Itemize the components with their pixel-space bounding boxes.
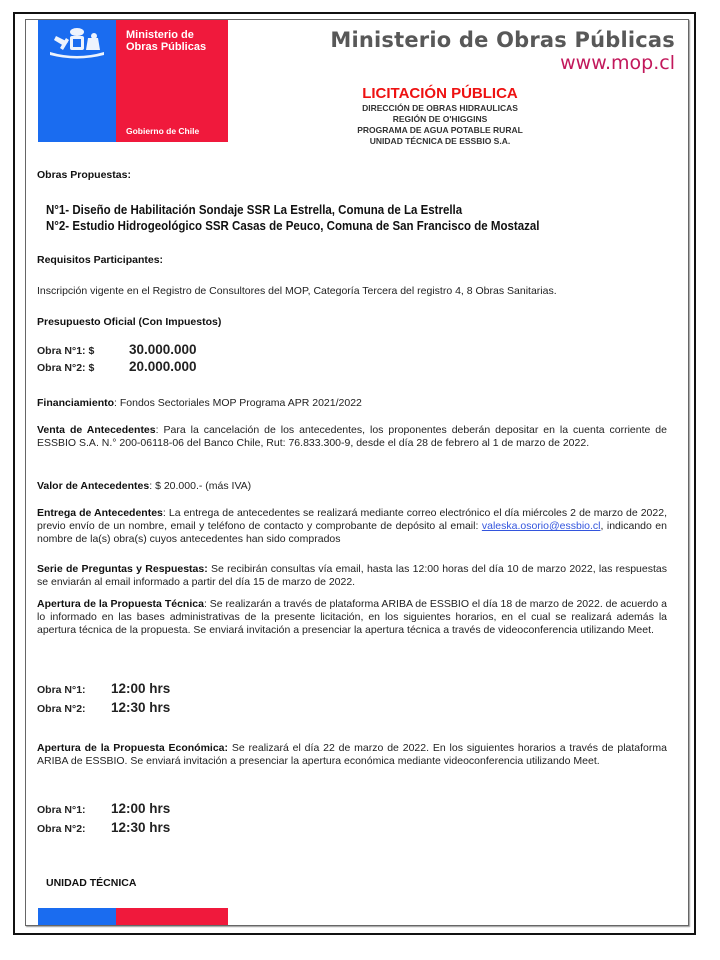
requisitos-heading: Requisitos Participantes: [37,254,164,266]
time-label: Obra N°2: [37,703,86,715]
financiamiento-label: Financiamiento [37,397,115,409]
footer-signature-block [46,877,676,890]
entrega-section [37,507,667,546]
tecnica-section [37,598,667,637]
footer-flag-bar [38,908,228,925]
preguntas-text: Se recibirán consultas vía email, hasta las 12:00 horas del día 10 de marzo 2022, las respuestas se enviarán al email informado a partir del día 15 de marzo de 2022. [37,563,667,588]
entrega-label: Entrega de Antecedentes [37,507,163,519]
licitacion-line: DIRECCIÓN DE OBRAS HIDRAULICAS [362,103,518,113]
chile-coat-of-arms-icon [46,26,108,60]
tecnica-time-row [37,699,667,718]
header-url[interactable]: www.mop.cl [560,52,675,74]
licitacion-line: PROGRAMA DE AGUA POTABLE RURAL [357,125,523,135]
time-value: 12:00 hrs [111,801,171,816]
tecnica-times [37,680,667,718]
venta-section [37,424,667,450]
tecnica-text: : Se realizarán a través de plataforma ARIBA de ESSBIO el día 18 de marzo de 2022. de acuerdo a lo informado en las bases administrativas de la presente licitación, en los siguientes horarios, en el cual se realizará además la apertura técnica de la propuesta. Se enviará invitación a presenciar la apertura técnica a través de videoconferencia utilizando Meet. [37,598,667,636]
obras-heading: Obras Propuestas: [37,169,131,181]
footer-signature: UNIDAD TÉCNICA [46,877,137,889]
logo-line2: Obras Públicas [126,41,207,53]
licitacion-title: LICITACIÓN PÚBLICA [362,85,518,102]
requisitos-text: Inscripción vigente en el Registro de Consultores del MOP, Categoría Tercera del registro 4, 8 Obras Sanitarias. [37,285,557,297]
economica-times [37,800,667,838]
footer-blue-bar [38,908,116,925]
licitacion-line: UNIDAD TÉCNICA DE ESSBIO S.A. [369,136,511,146]
licitacion-line: REGIÓN DE O'HIGGINS [392,114,488,124]
venta-label: Venta de Antecedentes [37,424,156,436]
footer-red-bar [116,908,228,925]
obra-item: N°2- Estudio Hidrogeológico SSR Casas de Peuco, Comuna de San Francisco de Mostazal [46,219,540,233]
presupuesto-heading: Presupuesto Oficial (Con Impuestos) [37,316,222,328]
mop-logo [38,20,228,142]
economica-section [37,742,667,768]
entrega-text: : La entrega de antecedentes se realizará mediante correo electrónico el día miércoles 2 de marzo de 2022, previo envío de un nombre, email y teléfono de contacto y comprobante de depósito al email: [37,507,667,532]
valor-label: Valor de Antecedentes [37,480,150,492]
time-label: Obra N°1: [37,804,86,816]
logo-ministry-name [126,29,206,53]
presupuesto-value: 30.000.000 [129,342,197,357]
obras-list [46,202,676,234]
logo-blue-panel [38,20,116,142]
logo-red-panel [116,20,228,142]
header-title: Ministerio de Obras Públicas [330,28,675,52]
time-value: 12:30 hrs [111,820,171,835]
economica-time-row [37,800,667,819]
preguntas-section [37,563,667,589]
presupuesto-row [37,342,667,359]
time-label: Obra N°1: [37,684,86,696]
venta-text: : Para la cancelación de los antecedentes, los proponentes deberán depositar en la cuenta corriente de ESSBIO S.A. N.° 200-06118-06 del Banco Chile, Rut: 76.833.300-9, desde el día 28 de febrero al 1 de marzo de 2022. [37,424,667,449]
tecnica-label: Apertura de la Propuesta Técnica [37,598,204,610]
presupuesto-label: Obra N°1: $ [37,345,95,357]
presupuesto-row [37,359,667,376]
logo-gobierno: Gobierno de Chile [126,126,200,136]
requisitos-section [37,254,667,267]
email-link[interactable]: valeska.osorio@essbio.cl [481,520,601,532]
logo-line1: Ministerio de [126,29,194,41]
economica-label: Apertura de la Propuesta Económica: [37,742,229,754]
entrega-text-after: , indicando en nombre de la(s) obra(s) cuyos antecedentes han sido comprados [37,520,667,545]
presupuesto-label: Obra N°2: $ [37,362,95,374]
presupuesto-value: 20.000.000 [129,359,197,374]
economica-text: Se realizará el día 22 de marzo de 2022. En los siguientes horarios a través de plataforma ARIBA de ESSBIO. Se enviará invitación a presenciar la apertura económica mediante videoconferencia utilizando Meet. [37,742,667,767]
valor-section [37,480,667,493]
presupuesto-section [37,316,667,329]
time-value: 12:30 hrs [111,700,171,715]
licitacion-block [320,85,560,147]
financiamiento-text: : Fondos Sectoriales MOP Programa APR 2021/2022 [114,397,362,409]
time-label: Obra N°2: [37,823,86,835]
economica-time-row [37,819,667,838]
valor-text: : $ 20.000.- (más IVA) [149,480,252,492]
financiamiento-section [37,397,667,410]
document-page [25,19,689,926]
presupuesto-rows [37,342,667,376]
tecnica-time-row [37,680,667,699]
time-value: 12:00 hrs [111,681,171,696]
preguntas-label: Serie de Preguntas y Respuestas: [37,563,208,575]
obra-item: N°1- Diseño de Habilitación Sondaje SSR La Estrella, Comuna de La Estrella [46,203,463,217]
obras-section [37,169,667,182]
